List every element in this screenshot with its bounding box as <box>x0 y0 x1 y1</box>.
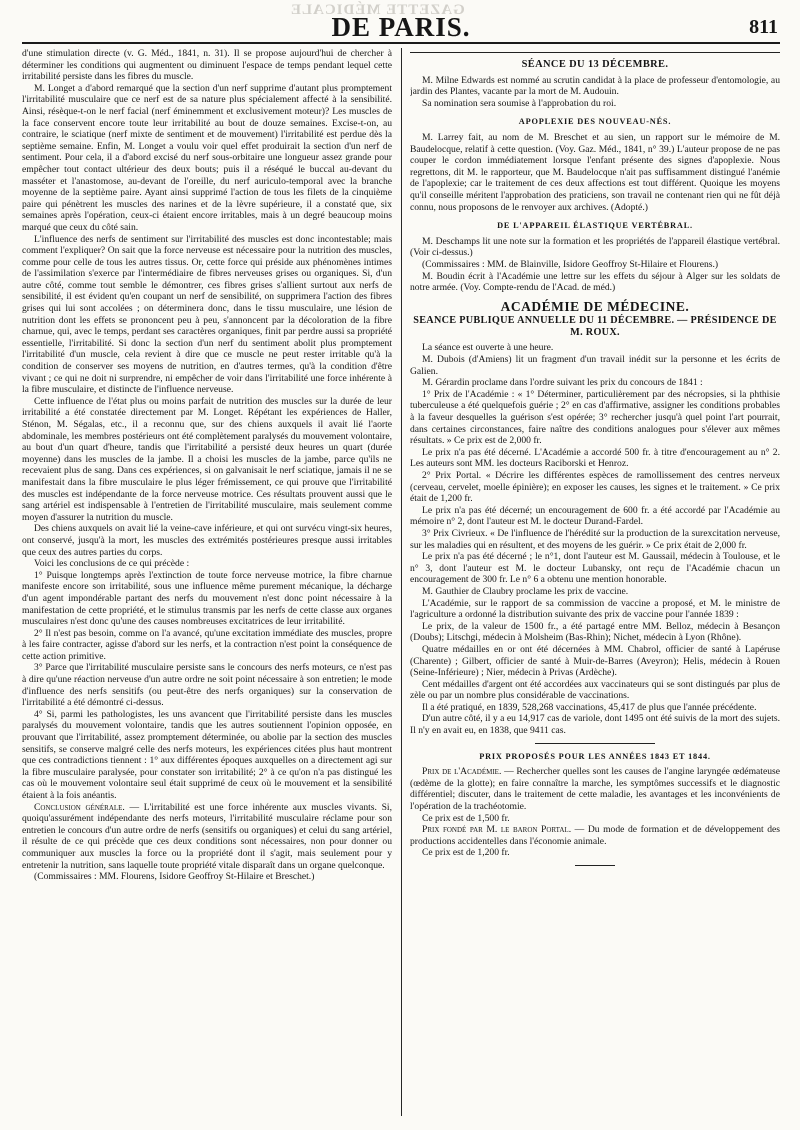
paragraph: La séance est ouverte à une heure. <box>422 342 554 354</box>
subsection-title: DE L'APPAREIL ÉLASTIQUE VERTÉBRAL. <box>497 221 693 231</box>
paragraph: 2° Prix Portal. « Décrire les différentes espèces de ramollissement des centres nerveux (cerveau, cervelet, moelle épinière); en exposer les causes, les signes et le traitement. » Ce prix était de 1,200 fr. <box>410 470 780 505</box>
paragraph: d'une stimulation directe (v. G. Méd., 1841, n. 31). Il se propose aujourd'hui de chercher à déterminer les conditions qui augmentent ou diminuent l'espace de temps pendant lequel cette irritabilité persiste dans les fibres du muscle. <box>22 48 392 83</box>
paragraph: Cent médailles d'argent ont été accordées aux vaccinateurs qui se sont distingués par plus de zèle ou par un nombre plus considérable de vaccinations. <box>410 678 780 702</box>
paragraph: L'influence des nerfs de sentiment sur l'irritabilité des muscles est donc incontestable; mais comment l'expliquer? On sait que la force nerveuse est nécessaire pour la nutrition des muscles, comme pour celle de tous les autres tissus. Or, cette force qui préside aux phénomènes intimes de l'assimilation s'exerce par l'intermédiaire de fibres nerveuses grises ou organiques. Si, d'un autre côté, comme tout semble le démontrer, ces fibres grises s'allient surtout aux nerfs de sensibilité, il est évident qu'en coupant un nerf de sensibilité, on supprimera l'action des fibres grises qui lui sont accolées ; on déterminera donc, dans le tissu musculaire, une lésion de nutrition dont les effets se prononcent peu à peu, s'annoncent par la décoloration de la fibre charnue, qui, avec le temps, perdant ses caractères organiques, finit par perdre aussi sa propriété essentielle, l'irritabilité. Si donc la section d'un nerf du sentiment abolit plus promptement l'irritabilité d'un muscle, cela revient à dire que ce muscle ne peut rester irritable qu'à la condition de conserver ses moyens de nutrition, en d'autres termes, qu'à la condition d'être vivant ; ce qui ne doit ni surprendre, ni empêcher de voir dans l'irritabilité une force inhérente à la fibre musculaire, et distincte de l'influence nerveuse. <box>22 233 392 396</box>
page-header <box>22 6 780 44</box>
paragraph: M. Boudin écrit à l'Académie une lettre sur les effets du séjour à Alger sur les soldats de notre armée. (Voy. Compte-rendu de l'Acad. de méd.) <box>410 270 780 294</box>
bleed-through-text: GAZETTE MÉDICALE <box>290 2 465 18</box>
columns <box>22 48 780 1116</box>
paragraph <box>22 802 392 872</box>
paragraph <box>410 824 780 847</box>
paragraph <box>410 766 780 812</box>
subsection-title: APOPLEXIE DES NOUVEAU-NÉS. <box>518 117 672 127</box>
paragraph: M. Larrey fait, au nom de M. Breschet et au sien, un rapport sur le mémoire de M. Baudelocque, relatif à cette question. (Voy. Gaz. Méd., 1841, n° 39.) L'auteur propose de ne pas couper le cordon immédiatement lorsque l'enfant présente des signes d'apoplexie. Nous regrettons, dit M. le rapporteur, que M. Baudelocque n'ait pas suffisamment distingué l'anémie de l'apoplexie; car le traitement de ces deux affections est tout différent. Quoique les moyens qu'il conseille méritent l'approbation des praticiens, son travail ne contenant rien qui ne fût déjà connu, nous proposons de le renvoyer aux archives. (Adopté.) <box>410 131 780 213</box>
paragraph-text: — Du mode de formation et de développement des productions accidentelles dans l'économie animale. <box>410 824 780 847</box>
paragraph: 1° Puisque longtemps après l'extinction de toute force nerveuse motrice, la fibre charnue manifeste encore son irritabilité, sous une influence même purement mécanique, la décharge d'un agent impondérable partant des nerfs du mouvement n'est donc point nécessaire à la manifestation de cette propriété, et le stimulus transmis par les nerfs de cette classe aux organes musculaires n'est donc qu'une des causes nombreuses excitatrices de leur irritabilité. <box>22 569 392 628</box>
paragraph: L'Académie, sur le rapport de sa commission de vaccine a proposé, et M. le ministre de l'agriculture a ordonné la distribution suivante des prix de vaccine pour l'année 1839 : <box>410 597 780 621</box>
paragraph: Ce prix est de 1,500 fr. <box>422 812 510 824</box>
paragraph: Le prix n'a pas été décerné. L'Académie a accordé 500 fr. à titre d'encouragement au n° 2. Les auteurs sont MM. les docteurs Raciborski et Henroz. <box>410 446 780 470</box>
right-column <box>410 48 780 1116</box>
paragraph-text: — L'irritabilité est une force inhérente aux muscles vivants. Si, quoiqu'assurément indépendante des nerfs moteurs, l'irritabilité musculaire réclame pour son entretien le concours d'un autre ordre de nerfs (sensitifs ou organiques) et celui du sang artériel, il résulte de ce qui précède que ces deux conditions sont nécessaires, non pour donner ou communiquer aux muscles la force ou la propriété dont il s'agit, mais seulement pour y entretenir la nutrition, sans laquelle toute propriété vitale disparaît dans un organe quelconque. <box>22 801 392 871</box>
paragraph: M. Longet a d'abord remarqué que la section d'un nerf supprime d'autant plus promptement l'irritabilité musculaire que ce nerf est de sa nature plus spécialement affecté à la sensibilité. Ainsi, résèque-t-on le nerf facial (nerf éminemment et exclusivement moteur)? Les muscles de la face conservent encore toute leur irritabilité au bout de douze semaines. Excise-t-on, au contraire, le sciatique (nerf mixte de sentiment et de mouvement) l'irritabilité est perdue dès la septième semaine. Enfin, M. Longet a voulu voir quel effet produirait la section d'un nerf de sentiment. Pour cela, il a d'abord excisé du nerf sous-orbitaire une longueur assez grande pour empêcher tout contact ultérieur des deux bouts; puis il a réséqué le buccal au-devant du masséter et l'anastomose, au-devant de l'oreille, du nerf auriculo-temporal avec la branche moyenne de la septième paire. Ayant ainsi supprimé l'action de tous les filets de la cinquième paire qui pénètrent les muscles des narines et de la lèvre supérieure, il a constaté que, six semaines après l'opération, ceux-ci étaient encore irritables, mais à un degré beaucoup moins marqué que ceux du côté sain. <box>22 82 392 233</box>
paragraph: M. Gérardin proclame dans l'ordre suivant les prix du concours de 1841 : <box>422 377 703 389</box>
paragraph: (Commissaires : MM. Flourens, Isidore Geoffroy St-Hilaire et Breschet.) <box>34 871 315 883</box>
paragraph: Sa nomination sera soumise à l'approbation du roi. <box>422 97 617 109</box>
paragraph: 3° Parce que l'irritabilité musculaire persiste sans le concours des nerfs moteurs, ce n'est pas à dire qu'une réaction nerveuse d'un autre ordre ne soit point nécessaire à son entretien; le mode d'influence des nerfs sensitifs (ou peut-être des nerfs organiques) sur la conservation de l'irritabilité a été démontré ci-dessus. <box>22 662 392 709</box>
paragraph: D'un autre côté, il y a eu 14,917 cas de variole, dont 1495 ont été suivis de la mort des sujets. Il n'y en avait eu, en 1838, que 9411 cas. <box>410 713 780 737</box>
divider <box>535 743 655 744</box>
masthead-title: DE PARIS. <box>331 12 471 42</box>
paragraph: M. Gauthier de Claubry proclame les prix de vaccine. <box>422 585 629 597</box>
run-in-heading: Prix fondé par M. le baron Portal. <box>422 824 572 836</box>
paragraph: M. Deschamps lit une note sur la formation et les propriétés de l'appareil élastique vertébral. (Voir ci-dessus.) <box>410 235 780 259</box>
paragraph: Le prix, de la valeur de 1500 fr., a été partagé entre MM. Belloz, médecin à Besançon (Doubs); Litschgi, médecin à Molsheim (Bas-Rhin); Nichet, médecin à Lyon (Rhône). <box>410 620 780 644</box>
paragraph: M. Milne Edwards est nommé au scrutin candidat à la place de professeur d'entomologie, au jardin des Plantes, vacante par la mort de M. Audouin. <box>410 74 780 98</box>
paragraph: 2° Il n'est pas besoin, comme on l'a avancé, qu'une excitation immédiate des muscles, propre à les faire contracter, agisse d'abord sur les nerfs, et la contraction n'est point la conséquence de cette action primitive. <box>22 627 392 662</box>
end-mark <box>575 865 615 866</box>
paragraph: Quatre médailles en or ont été décernées à MM. Chabrol, officier de santé à Lapéruse (Charente) ; Gilbert, officier de santé à Muir-de-Barres (Aveyron); Helis, médecin à Rouen (Seine-Inférieure) ; Nier, médecin à Privas (Ardèche). <box>410 643 780 679</box>
run-in-heading: Prix de l'Académie. <box>422 766 502 778</box>
paragraph: M. Dubois (d'Amiens) lit un fragment d'un travail inédit sur la personne et les écrits de Galien. <box>410 354 780 377</box>
paragraph: Voici les conclusions de ce qui précède : <box>34 558 190 570</box>
subsection-title: PRIX PROPOSÉS POUR LES ANNÉES 1843 ET 1844. <box>479 751 711 761</box>
column-rule <box>401 48 402 1116</box>
paragraph: Il a été pratiqué, en 1839, 528,268 vaccinations, 45,417 de plus que l'année précédente. <box>422 701 757 713</box>
paragraph-text: — Rechercher quelles sont les causes de l'angine laryngée œdémateuse (œdème de la glotte); en faire connaître la marche, les symptômes successifs et le diagnostic différentiel; discuter, dans le traitement de cette maladie, les avantages et les inconvénients de l'opération de la trachéotomie. <box>410 766 780 813</box>
paragraph: Le prix n'a pas été décerné ; le n°1, dont l'auteur est M. Gaussail, médecin à Toulouse, et le n° 3, dont l'auteur est M. le docteur Lubansky, ont reçu de l'Académie chacun un encouragement de 300 fr. Le n° 6 a obtenu une mention honorable. <box>410 551 780 586</box>
run-in-heading: Conclusion générale. <box>34 801 125 813</box>
paragraph: 4° Si, parmi les pathologistes, les uns avancent que l'irritabilité persiste dans les muscles paralysés du mouvement volontaire, tandis que les autres soutiennent l'opinion opposée, en prouvant que l'irritabilité, assez promptement déterminée, ou abolie par la section des muscles sensitifs, se conserve malgré celle des nerfs moteurs, les expériences citées plus haut montrent que ces contradictions tiennent : 1° aux différentes époques auxquelles on a directement agi sur la fibre musculaire paralysée, pour constater son irritabilité; 2° à ce qu'on n'a pas distingué les cas où le mouvement volontaire seul était supprimé de ceux où le mouvement et la sensibilité étaient à la fois anéantis. <box>22 708 392 801</box>
section-subtitle: SEANCE PUBLIQUE ANNUELLE DU 11 DÉCEMBRE. — PRÉSIDENCE DE M. ROUX. <box>413 315 777 338</box>
paragraph: 1° Prix de l'Académie : « 1° Déterminer, particulièrement par des nécropsies, si la phthisie tuberculeuse a été quelquefois guérie ; 2° en cas d'affirmative, assigner les conditions probables à la faveur desquelles la guérison s'est opérée; 3° rechercher jusqu'à quel point l'art pourrait, dans certaines circonstances, faire naître des conditions analogues pour s'élever aux mêmes résultats. » Ce prix est de 2,000 fr. <box>410 388 780 447</box>
page-number: 811 <box>749 16 778 38</box>
section-title: SÉANCE DU 13 DÉCEMBRE. <box>521 59 669 70</box>
paragraph: Le prix n'a pas été décerné; un encouragement de 600 fr. a été accordé par l'Académie au mémoire n° 2, dont l'auteur est M. le docteur Durand-Fardel. <box>410 504 780 528</box>
left-column <box>22 48 392 1116</box>
paragraph: Des chiens auxquels on avait lié la veine-cave inférieure, et qui ont survécu vingt-six heures, ont conservé, jusqu'à la mort, les muscles des extrémités postérieures presque aussi irritables que ceux des autres parties du corps. <box>22 523 392 558</box>
paragraph: (Commissaires : MM. de Blainville, Isidore Geoffroy St-Hilaire et Flourens.) <box>422 258 719 270</box>
section-title: ACADÉMIE DE MÉDECINE. <box>500 298 690 314</box>
paragraph: Cette influence de l'état plus ou moins parfait de nutrition des muscles sur la durée de leur irritabilité a été constatée directement par M. Longet. Répétant les expériences de Haller, Sténon, M. Ségalas, etc., il a reconnu que, sur des chiens auxquels il avait lié l'aorte abdominale, les membres postérieurs ont été complètement paralysés du mouvement volontaire, au bout d'un quart d'heure, tandis que l'irritabilité a persisté deux heures un quart (durée moyenne) dans les muscles de la jambe. Il a choisi les muscles de la jambe, parce qu'ils ne recevaient plus de sang. Dans ces expériences, si on galvanisait le nerf sciatique, jamais il ne se manifestait dans la fibre musculaire le plus léger frémissement, ce qui prouve que l'irritabilité des muscles est indépendante de la force nerveuse motrice. Ces résultats prouvent aussi que le sang artériel est indispensable à l'entretien de l'irritabilité musculaire, mais seulement comme moyen d'assurer la nutrition du muscle. <box>22 395 392 523</box>
paragraph: 3° Prix Civrieux. « De l'influence de l'hérédité sur la production de la surexcitation nerveuse, sur les maladies qui en résultent, et des moyens de les guérir. » Ce prix était de 2,000 fr. <box>410 527 780 551</box>
divider <box>410 52 780 53</box>
paragraph: Ce prix est de 1,200 fr. <box>422 847 510 859</box>
